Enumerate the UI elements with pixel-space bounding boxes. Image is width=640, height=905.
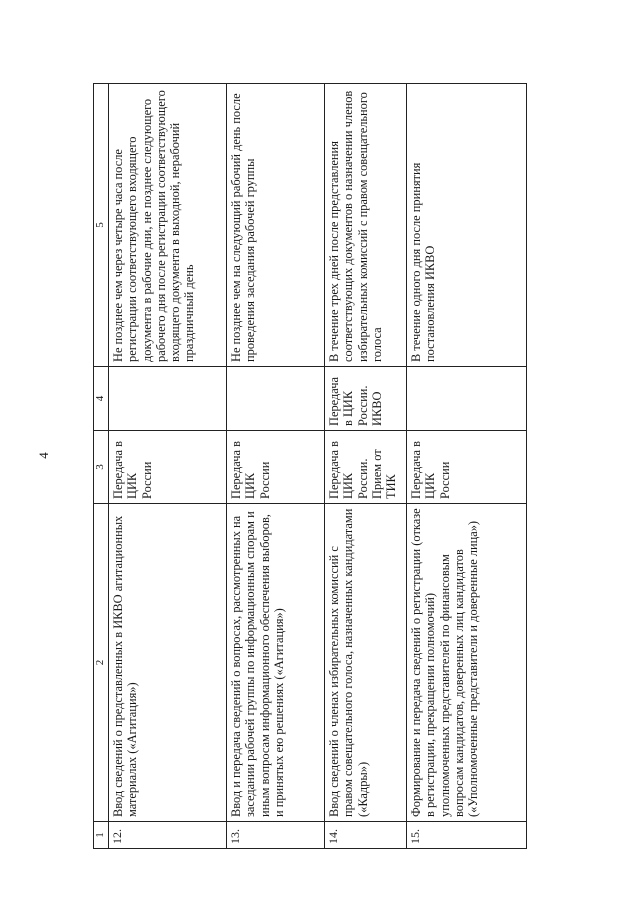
row-transfer: Передача в ЦИК России — [227, 431, 325, 504]
row-number: 13. — [227, 822, 325, 849]
header-cell: 3 — [94, 431, 109, 504]
table-row — [325, 84, 407, 849]
row-number: 14. — [325, 822, 407, 849]
table-header-row — [94, 84, 109, 849]
row-transfer: Передача в ЦИК России. Прием от ТИК — [325, 431, 407, 504]
row-description: Ввод сведений о членах избирательных комиссий с правом совещательного голоса, назначенных кандидатами («Кадры») — [325, 504, 407, 822]
header-cell: 2 — [94, 504, 109, 822]
row-transfer: Передача в ЦИК России — [407, 431, 527, 504]
row-description: Ввод сведений о представленных в ИКВО агитационных материалах («Агитация») — [109, 504, 227, 822]
row-description: Ввод и передача сведений о вопросах, рассмотренных на заседании рабочей группы по информационным спорам и иным вопросам информационного обеспечения выборов, и принятых ею решениях («Агитация») — [227, 504, 325, 822]
schedule-table — [93, 83, 527, 849]
row-transfer: Передача в ЦИК России — [109, 431, 227, 504]
row-number: 15. — [407, 822, 527, 849]
row-transfer-2 — [227, 367, 325, 431]
row-number: 12. — [109, 822, 227, 849]
header-cell: 1 — [94, 822, 109, 849]
header-cell: 5 — [94, 84, 109, 367]
rotated-table-sheet — [93, 84, 583, 849]
row-transfer-2 — [407, 367, 527, 431]
row-transfer-2: Передача в ЦИК России. ИКВО — [325, 367, 407, 431]
page-number: 4 — [35, 452, 51, 459]
row-deadline: В течение одного дня после принятия постановления ИКВО — [407, 84, 527, 367]
row-description: Формирование и передача сведений о регистрации (отказе в регистрации, прекращении полномочий) уполномоченных представителей по финансовым вопросам кандидатов, доверенных лиц кандидатов («Уполномоченные представители и доверенные лица») — [407, 504, 527, 822]
row-deadline: Не позднее чем через четыре часа после регистрации соответствующего входящего документа в рабочие дни, не позднее следующего рабочего дня после регистрации соответствующего входящего документа в выходной, нерабочий праздничный день — [109, 84, 227, 367]
row-transfer-2 — [109, 367, 227, 431]
row-deadline: В течение трех дней после представления соответствующих документов о назначении членов избирательных комиссий с правом совещательного голоса — [325, 84, 407, 367]
row-deadline: Не позднее чем на следующий рабочий день после проведения заседания рабочей группы — [227, 84, 325, 367]
table-row — [407, 84, 527, 849]
table-row — [227, 84, 325, 849]
table-row — [109, 84, 227, 849]
header-cell: 4 — [94, 367, 109, 431]
